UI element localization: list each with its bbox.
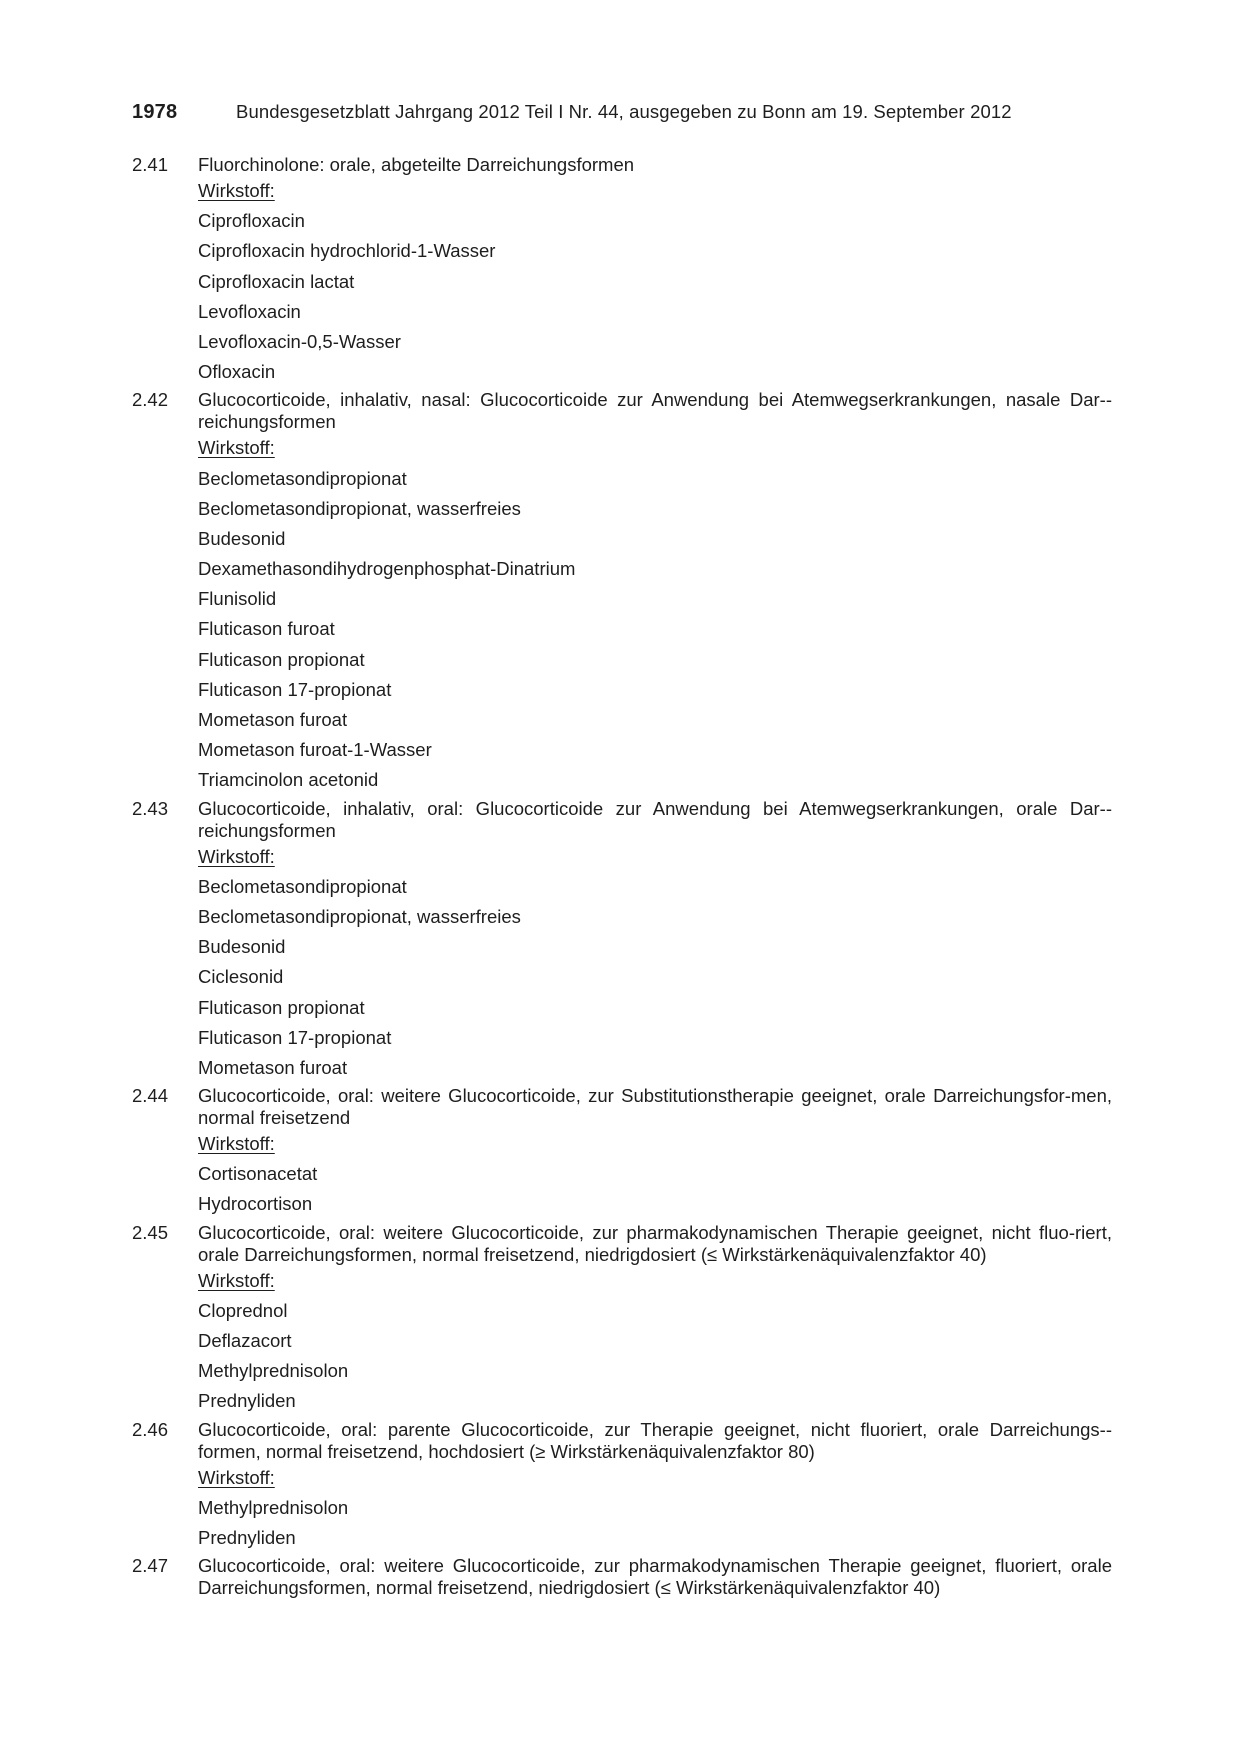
substance-item: Ciprofloxacin lactat bbox=[198, 270, 355, 292]
wirkstoff-label-row bbox=[198, 1266, 1112, 1296]
wirkstoff-label: Wirkstoff: bbox=[198, 180, 275, 201]
running-head: Bundesgesetzblatt Jahrgang 2012 Teil I Nr. 44, ausgegeben zu Bonn am 19. September 2012 bbox=[236, 101, 1012, 122]
section-body bbox=[198, 796, 1112, 1084]
substance-item: Mometason furoat-1-Wasser bbox=[198, 739, 432, 761]
wirkstoff-label: Wirkstoff: bbox=[198, 1466, 275, 1488]
substance-item: Levofloxacin bbox=[198, 300, 301, 322]
substance-item: Fluticason propionat bbox=[198, 996, 365, 1018]
section-body bbox=[198, 1417, 1112, 1554]
wirkstoff-label-row bbox=[198, 842, 1112, 872]
substance-item: Cortisonacetat bbox=[198, 1163, 318, 1185]
substance-item: Mometason furoat bbox=[198, 1056, 348, 1078]
page-number: 1978 bbox=[132, 101, 178, 123]
substance-item: Beclometasondipropionat bbox=[198, 467, 407, 489]
substance-item: Flunisolid bbox=[198, 588, 277, 610]
section-title: Glucocorticoide, inhalativ, oral: Glucocorticoide zur Anwendung bei Atemwegserkrankungen, orale Dar-reichungsformen bbox=[198, 797, 1112, 841]
section-body bbox=[198, 1083, 1112, 1220]
section-title: Glucocorticoide, oral: parente Glucocorticoide, zur Therapie geeignet, nicht fluoriert, orale Darreichungs-formen, normal freisetzend, hochdosiert (≥ Wirkstärkenäquivalenzfaktor 80) bbox=[198, 1418, 1112, 1462]
section bbox=[132, 796, 1112, 1084]
wirkstoff-label: Wirkstoff: bbox=[198, 1133, 275, 1155]
substance-item: Triamcinolon acetonid bbox=[198, 769, 379, 791]
substance-item: Methylprednisolon bbox=[198, 1496, 349, 1518]
substance-item: Budesonid bbox=[198, 527, 286, 549]
section bbox=[132, 1220, 1112, 1417]
substance-item: Ciprofloxacin hydrochlorid-1-Wasser bbox=[198, 240, 496, 262]
section-number: 2.45 bbox=[132, 1221, 169, 1243]
section-title: Glucocorticoide, oral: weitere Glucocorticoide, zur pharmakodynamischen Therapie geeignet, fluoriert, orale Darreichungsformen, normal freisetzend, niedrigdosiert (≤ Wirkstärkenäquivalenzfaktor 40) bbox=[198, 1555, 1112, 1599]
wirkstoff-label-row bbox=[198, 1129, 1112, 1159]
wirkstoff-label: Wirkstoff: bbox=[198, 437, 275, 459]
section-title: Glucocorticoide, oral: weitere Glucocorticoide, zur pharmakodynamischen Therapie geeignet, nicht fluo-riert, orale Darreichungsformen, normal freisetzend, niedrigdosiert (≤ Wirkstärkenäquivalenzfaktor 40) bbox=[198, 1221, 1112, 1265]
substance-item: Dexamethasondihydrogenphosphat-Dinatrium bbox=[198, 558, 576, 580]
section bbox=[132, 152, 1112, 387]
section-body bbox=[198, 387, 1112, 795]
substance-item: Beclometasondipropionat bbox=[198, 875, 407, 897]
substance-item: Mometason furoat bbox=[198, 709, 348, 730]
substance-item: Fluticason 17-propionat bbox=[198, 1026, 392, 1048]
section bbox=[132, 387, 1112, 795]
wirkstoff-label-row bbox=[198, 433, 1112, 463]
wirkstoff-label: Wirkstoff: bbox=[198, 845, 275, 867]
wirkstoff-label-row bbox=[198, 176, 1112, 206]
section-title: Glucocorticoide, oral: weitere Glucocorticoide, zur Substitutionstherapie geeignet, orale Darreichungsfor-men, normal freisetzend bbox=[198, 1085, 1112, 1129]
section-number: 2.46 bbox=[132, 1418, 169, 1440]
section bbox=[132, 1417, 1112, 1554]
substance-item: Ciclesonid bbox=[198, 966, 284, 988]
substance-item: Cloprednol bbox=[198, 1299, 288, 1321]
page-header bbox=[132, 101, 1112, 129]
substance-item: Fluticason furoat bbox=[198, 618, 335, 640]
section-body bbox=[198, 152, 1112, 387]
substance-item: Levofloxacin-0,5-Wasser bbox=[198, 330, 401, 352]
substance-item: Fluticason 17-propionat bbox=[198, 678, 392, 700]
substance-item: Beclometasondipropionat, wasserfreies bbox=[198, 497, 521, 519]
section bbox=[132, 1083, 1112, 1220]
section-number: 2.41 bbox=[132, 154, 169, 175]
substance-item: Ofloxacin bbox=[198, 361, 276, 383]
section-number: 2.42 bbox=[132, 389, 169, 411]
section-title: Glucocorticoide, inhalativ, nasal: Glucocorticoide zur Anwendung bei Atemwegserkrankungen, nasale Dar-reichungsformen bbox=[198, 389, 1112, 433]
substance-item: Beclometasondipropionat, wasserfreies bbox=[198, 905, 521, 927]
section-number: 2.44 bbox=[132, 1085, 169, 1107]
section-list bbox=[132, 152, 1112, 1599]
section-title: Fluorchinolone: orale, abgeteilte Darreichungsformen bbox=[198, 154, 635, 175]
substance-item: Ciprofloxacin bbox=[198, 210, 305, 232]
substance-item: Fluticason propionat bbox=[198, 648, 365, 670]
substance-item: Budesonid bbox=[198, 936, 286, 958]
substance-item: Prednyliden bbox=[198, 1390, 296, 1412]
section-number: 2.47 bbox=[132, 1555, 169, 1577]
substance-item: Deflazacort bbox=[198, 1330, 292, 1351]
section-number: 2.43 bbox=[132, 797, 169, 819]
section bbox=[132, 1553, 1112, 1599]
section-body bbox=[198, 1220, 1112, 1417]
wirkstoff-label-row bbox=[198, 1463, 1112, 1493]
substance-item: Hydrocortison bbox=[198, 1193, 313, 1215]
section-body bbox=[198, 1553, 1112, 1599]
substance-item: Methylprednisolon bbox=[198, 1360, 349, 1382]
wirkstoff-label: Wirkstoff: bbox=[198, 1269, 275, 1291]
substance-item: Prednyliden bbox=[198, 1526, 296, 1548]
